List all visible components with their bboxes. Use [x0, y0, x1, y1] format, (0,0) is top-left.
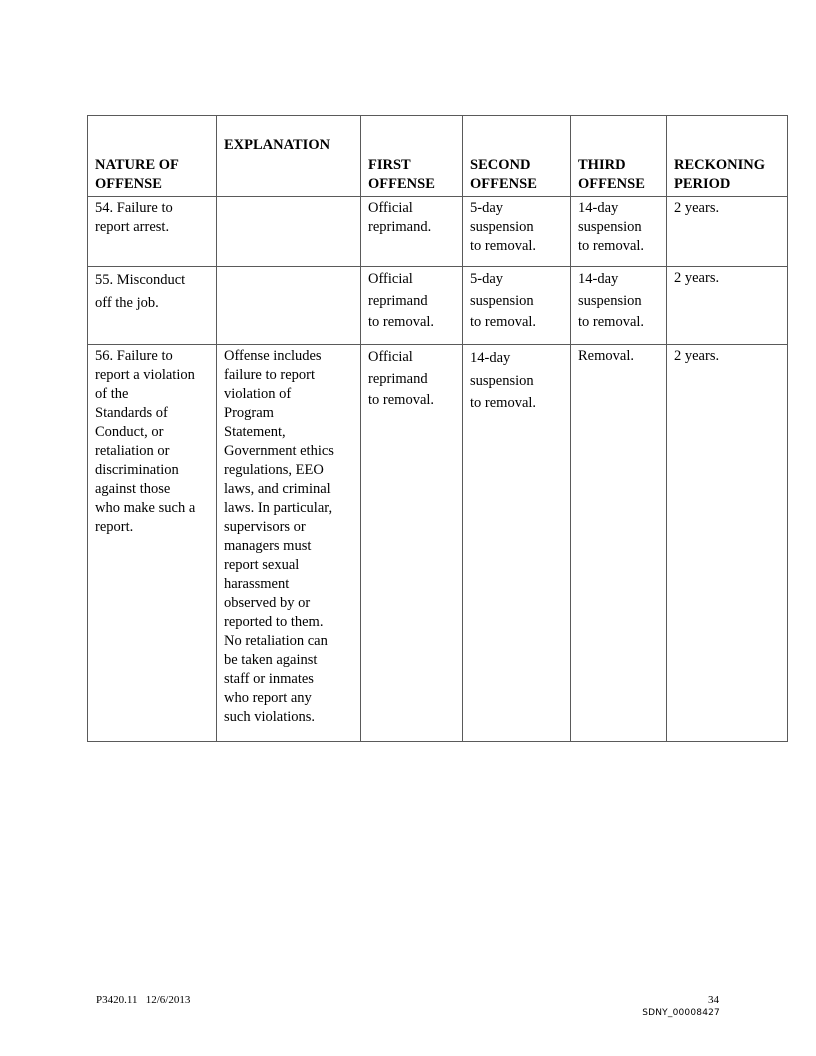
cell-third-offense — [571, 267, 667, 345]
header-label: SECOND OFFENSE — [470, 157, 537, 192]
footer-page-number: 34 — [708, 994, 719, 1006]
header-third-offense — [571, 116, 667, 197]
header-label: NATURE OF OFFENSE — [95, 157, 179, 192]
cell-text: 14-day suspension to removal. — [578, 271, 645, 330]
cell-reckoning-period — [667, 197, 788, 267]
cell-text: 5-day suspension to removal. — [470, 271, 537, 330]
cell-second-offense — [463, 197, 571, 267]
header-label: THIRD OFFENSE — [578, 157, 645, 192]
cell-text: 14-day suspension to removal. — [470, 350, 537, 411]
cell-third-offense — [571, 197, 667, 267]
cell-text: 54. Failure to report arrest. — [95, 200, 173, 235]
cell-text: 2 years. — [674, 348, 720, 364]
header-label: RECKONING PERIOD — [674, 157, 766, 192]
cell-reckoning-period — [667, 267, 788, 345]
header-explanation — [217, 116, 361, 197]
header-label: EXPLANATION — [224, 137, 331, 153]
cell-explanation — [217, 197, 361, 267]
cell-text: Official reprimand to removal. — [368, 271, 435, 330]
table-row — [88, 197, 788, 267]
header-first-offense — [361, 116, 463, 197]
cell-text: Offense includes failure to report violation of Program Statement, Government ethics regulations, EEO laws, and criminal laws. In particular, supervisors or managers must report sexual harassment observed by or reported to them. No retaliation can be taken against staff or inmates who report any such violations. — [224, 348, 334, 725]
cell-text: 2 years. — [674, 270, 720, 286]
header-label: FIRST OFFENSE — [368, 157, 435, 192]
cell-text: 55. Misconduct off the job. — [95, 272, 186, 311]
cell-text: Official reprimand. — [368, 200, 432, 235]
cell-first-offense — [361, 345, 463, 742]
cell-text: Official reprimand to removal. — [368, 349, 435, 408]
cell-text: 56. Failure to report a violation of the Standards of Conduct, or retaliation or discrimination against those who make such a report. — [95, 348, 196, 535]
cell-nature — [88, 267, 217, 345]
cell-reckoning-period — [667, 345, 788, 742]
cell-text: 2 years. — [674, 200, 720, 216]
footer-bates-number: SDNY_00008427 — [642, 1008, 720, 1018]
footer-document-id: P3420.11 12/6/2013 — [96, 994, 191, 1006]
cell-third-offense — [571, 345, 667, 742]
cell-second-offense — [463, 267, 571, 345]
cell-nature — [88, 345, 217, 742]
cell-explanation — [217, 267, 361, 345]
cell-first-offense — [361, 197, 463, 267]
cell-nature — [88, 197, 217, 267]
table-row — [88, 267, 788, 345]
header-reckoning-period — [667, 116, 788, 197]
table-header-row — [88, 116, 788, 197]
cell-text: 5-day suspension to removal. — [470, 200, 537, 254]
header-second-offense — [463, 116, 571, 197]
cell-text: 14-day suspension to removal. — [578, 200, 645, 254]
offense-table — [87, 115, 788, 742]
header-nature-of-offense — [88, 116, 217, 197]
cell-first-offense — [361, 267, 463, 345]
table-row — [88, 345, 788, 742]
cell-explanation — [217, 345, 361, 742]
cell-second-offense — [463, 345, 571, 742]
cell-text: Removal. — [578, 348, 634, 364]
